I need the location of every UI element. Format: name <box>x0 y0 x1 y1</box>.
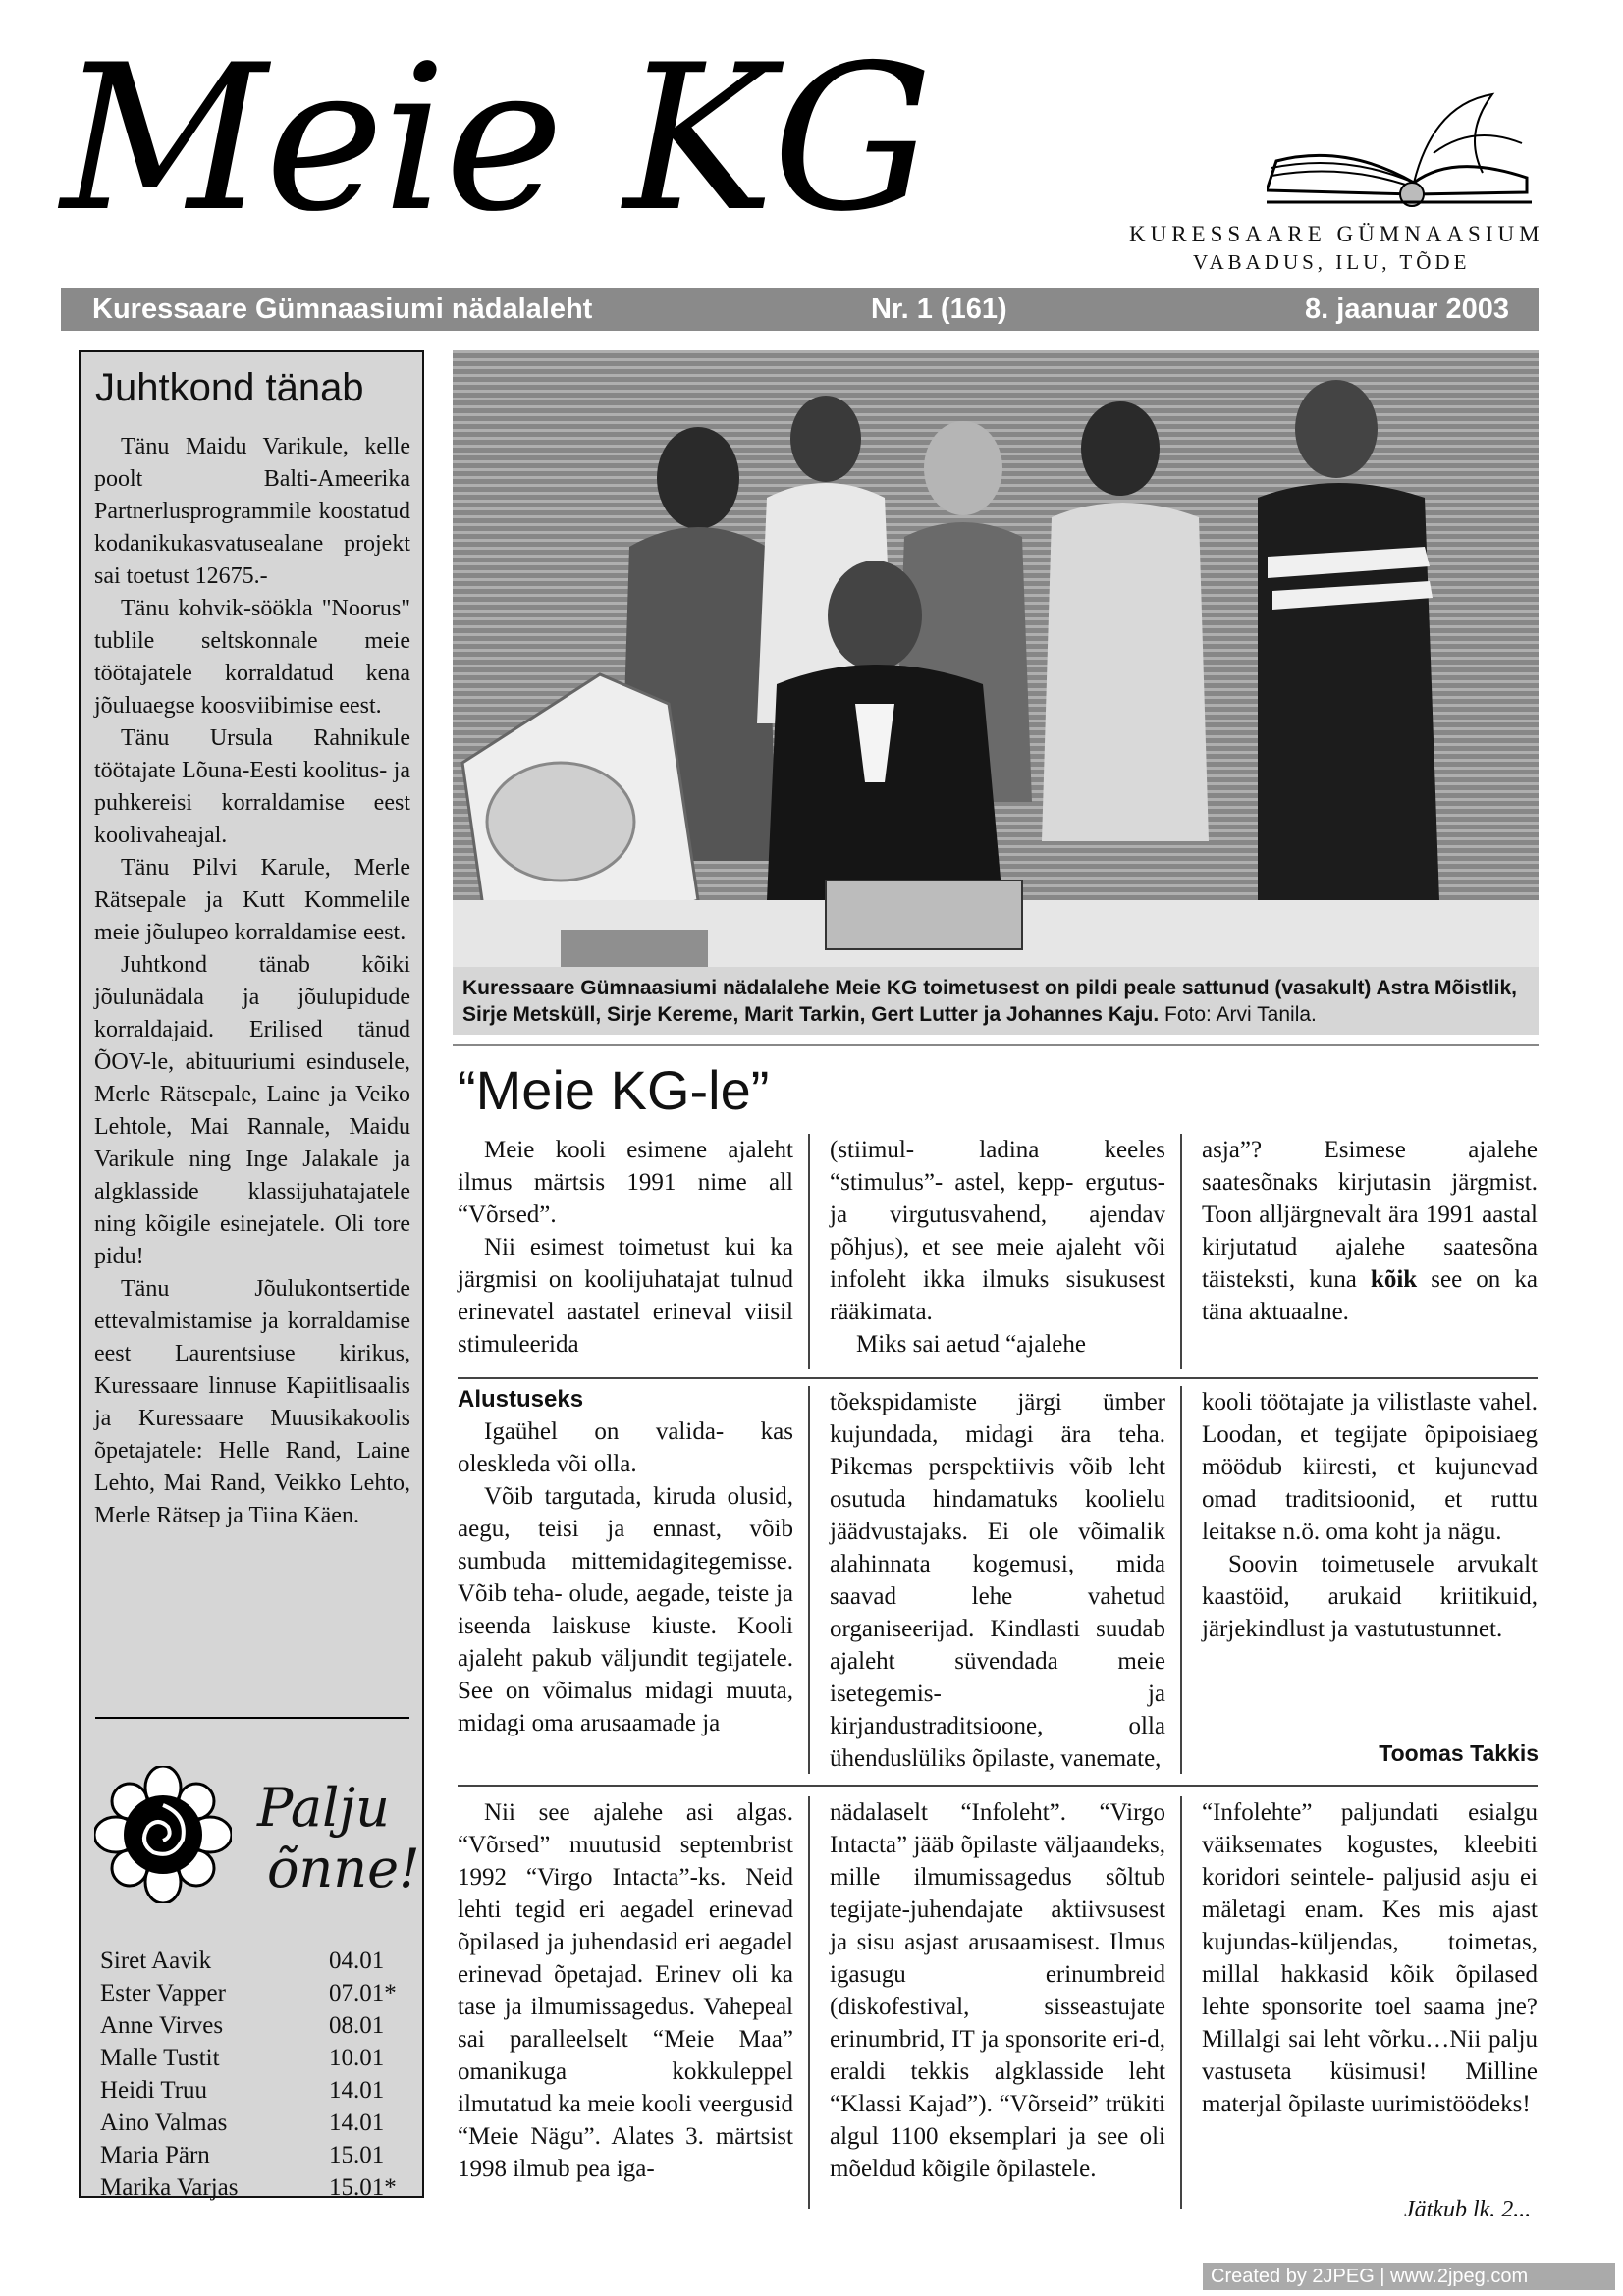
birthday-date: 10.01 <box>329 2045 385 2071</box>
thanks-paragraph: Juhtkond tänab kõiki jõulunädala ja jõulupidude korraldajaid. Erilised tänud ÕOV-le, abituuriumi esindusele, Merle Rätsepale, Laine ja Veiko Lehtole, Mai Rannale, Maidu Varikule ning Inge Jalakale ja algklasside klassijuhatajatele ning kõigile esinejatele. Oli tore pidu! <box>94 952 410 1269</box>
column-divider <box>1180 1386 1182 1774</box>
article-bottom-col3 <box>1202 1796 1538 2120</box>
article-paragraph: tõekspidamiste järgi ümber kujundada, midagi ära teha. Pikemas perspektiivis võib leht osutuda hindamatuks koolielu jäädvustajaks. Ei ole võimalik alahinnata kogemusi, mida saavad lehe vahetud organiseerijad. Kindlasti suudab ajaleht süvendada meie isetegemis- ja kirjandustraditsioone, olla ühenduslüliks õpilaste, vanemate, <box>830 1389 1165 1772</box>
column-divider <box>1180 1796 1182 2209</box>
birthday-date: 14.01 <box>329 2109 385 2136</box>
continued-note: Jätkub lk. 2... <box>1404 2197 1532 2222</box>
section-divider <box>458 1377 1538 1379</box>
birthday-date: 08.01 <box>329 2012 385 2039</box>
thanks-paragraph: Tänu kohvik-söökla "Noorus" tublile seltskonnale meie töötajatele korraldatud kena jõuluaegse koosviibimise eest. <box>94 596 410 719</box>
article-intro-col1 <box>458 1134 793 1361</box>
birthday-date: 15.01 <box>329 2142 385 2168</box>
birthday-heading <box>257 1778 420 1899</box>
paper-name: Kuressaare Gümnaasiumi nädalaleht <box>92 294 593 325</box>
article-intro-col2 <box>830 1134 1165 1361</box>
thanks-paragraph: Tänu Jõulukontsertide ettevalmistamise ja korraldamise eest Laurentsiuse kirikus, Kuressaare linnuse Kapiitlisaalis ja Kuressaare Muusikakoolis õpetajatele: Helle Rand, Laine Lehto, Mai Rand, Veikko Lehto, Merle Rätsep ja Tiina Käen. <box>94 1276 410 1528</box>
column-divider <box>808 1386 810 1774</box>
column-divider <box>808 1134 810 1369</box>
column-divider <box>808 1796 810 2209</box>
article-author: Toomas Takkis <box>1379 1740 1539 1766</box>
birthday-name: Anne Virves <box>100 2012 224 2039</box>
issue-date: 8. jaanuar 2003 <box>1305 294 1509 325</box>
watermark: Created by 2JPEG | www.2jpeg.com <box>1203 2263 1615 2290</box>
team-photo-image <box>453 350 1539 1035</box>
article-paragraph: Soovin toimetusele arvukalt kaastöid, arukaid kriitikuid, järjekindlust ja vastutustunnet. <box>1202 1551 1538 1642</box>
birthday-row <box>100 1977 412 2009</box>
birthday-heading-line2: õnne! <box>267 1838 420 1899</box>
team-photo <box>453 350 1539 1035</box>
birthday-row <box>100 2139 412 2171</box>
birthday-name: Ester Vapper <box>100 1980 226 2006</box>
article-bottom-col1 <box>458 1796 793 2185</box>
birthday-date: 15.01* <box>329 2174 397 2201</box>
photo-credit: Foto: Arvi Tanila. <box>1164 1003 1317 1026</box>
sidebar-box <box>79 350 424 2201</box>
rose-icon <box>94 1766 232 1903</box>
birthday-date: 04.01 <box>329 1948 385 1974</box>
birthday-date: 07.01* <box>329 1980 397 2006</box>
birthday-row <box>100 2171 412 2204</box>
article-mid-col3 <box>1202 1386 1538 1645</box>
sidebar-divider <box>95 1717 409 1719</box>
birthday-row <box>100 2074 412 2107</box>
article-paragraph: nädalaselt “Infoleht”. “Virgo Intacta” jääb õpilaste väljaandeks, mille ilmumissagedus sõltub tegijate-juhendajate aktiivsusest ja sisu asjast arusaamisest. Ilmus igasugu erinumbreid (diskofestival, sisseastujate erinumbrid, IT ja sponsorite eri-d, eraldi tekkis algklasside leht “Klassi Kajad”). “Võrseid” trükiti algul 1100 eksemplari ja see oli mõeldud kõigile õpilastele. <box>830 1799 1165 2182</box>
article-bold-word: kõik <box>1370 1266 1418 1293</box>
article-paragraph: Miks sai aetud “ajalehe <box>856 1331 1086 1358</box>
photo-caption <box>462 975 1533 1028</box>
article-paragraph: (stiimul- ladina keeles “stimulus”- astel, kepp- ergutus- ja virgutusvahend, ajendav põhjus), et see meie ajaleht või infoleht ikka ilmuks sisukusest rääkimata. <box>830 1137 1165 1325</box>
article-text: see on ka täna aktuaalne. <box>1202 1266 1538 1325</box>
article-paragraph: Nii see ajalehe asi algas. “Võrsed” muutusid septembrist 1992 “Virgo Intacta”-ks. Neid lehti tegid eri aegadel erinevad õpilased ja juhendasid eri aegadel erinevad õpetajad. Erinev oli ka tase ja ilmumissagedus. Vahepeal sai paralleelselt “Meie Maa” omanikuga kokkuleppel ilmutatud ka meie kooli veergusid “Meie Nägu”. Alates 3. märtsist 1998 ilmub pea iga- <box>458 1799 793 2182</box>
birthday-row <box>100 2009 412 2042</box>
birthday-row <box>100 2107 412 2139</box>
thanks-paragraph: Tänu Ursula Rahnikule töötajate Lõuna-Eesti koolitus- ja puhkereisi korraldamise eest koolivaheajal. <box>94 725 410 848</box>
article-paragraph: Meie kooli esimene ajaleht ilmus märtsis 1991 nime all “Võrsed”. <box>458 1137 793 1228</box>
article-subhead: Alustuseks <box>458 1386 584 1413</box>
birthday-row <box>100 1945 412 1977</box>
article-paragraph: Igaühel on valida- kas oleskleda või olla. <box>458 1418 793 1477</box>
birthday-name: Marika Varjas <box>100 2174 239 2201</box>
article-paragraph: Võib targutada, kiruda olusid, aegu, teisi ja ennast, võib sumbuda mittemidagitegemisse. Võib teha- olude, aegade, teiste ja iseenda laiskuse kiuste. Kooli ajaleht pakub väljundit tegijatele. See on võimalus midagi muuta, midagi oma arusaamade ja <box>458 1483 793 1736</box>
thanks-paragraph: Tänu Pilvi Karule, Merle Rätsepale ja Kutt Kommelile meie jõulupeo korraldamise eest. <box>94 855 410 945</box>
birthday-name: Siret Aavik <box>100 1948 212 1974</box>
birthday-date: 14.01 <box>329 2077 385 2104</box>
school-name: KURESSAARE GÜMNAASIUM <box>1129 222 1544 246</box>
section-divider <box>458 1785 1538 1787</box>
birthday-name: Maria Pärn <box>100 2142 210 2168</box>
article-bottom-col2 <box>830 1796 1165 2185</box>
thanks-paragraph: Tänu Maidu Varikule, kelle poolt Balti-Ameerika Partnerlusprogrammile koostatud kodanikukasvatusealane projekt sai toetust 12675.- <box>94 434 410 589</box>
article-mid-col1 <box>458 1415 793 1739</box>
birthday-name: Aino Valmas <box>100 2109 228 2136</box>
birthday-name: Heidi Truu <box>100 2077 208 2104</box>
sidebar-body <box>94 431 410 1532</box>
article-paragraph: “Infolehte” paljundati esialgu väiksemates kogustes, kleebiti koridori seintele- paljusid asju ei mäletagi enam. Kes mis ajast kujundas-küljendas, toimetas, millal hakkasid kõik õpilased lehte sponsorite toel saama jne? Millalgi sai leht võrku…Nii palju vastuseta küsimusi! Milline materjal õpilaste uurimistöödeks! <box>1202 1799 1538 2117</box>
article-headline: “Meie KG-le” <box>458 1059 770 1121</box>
masthead-title: Meie KG <box>61 23 932 256</box>
sidebar-title: Juhtkond tänab <box>95 366 364 409</box>
article-paragraph <box>1202 1134 1538 1328</box>
photo-caption-text: Kuressaare Gümnaasiumi nädalalehe Meie KG toimetusest on pildi peale sattunud (vasakult) Astra Mõistlik, Sirje Metsküll, Sirje Kereme, Marit Tarkin, Gert Lutter ja Johannes Kaju. <box>462 977 1518 1026</box>
info-bar <box>61 288 1539 331</box>
issue-number: Nr. 1 (161) <box>871 294 1007 325</box>
article-mid-col2 <box>830 1386 1165 1775</box>
photo-caption-box <box>453 967 1539 1035</box>
article-paragraph: Nii esimest toimetust kui ka järgmisi on koolijuhatajat tulnud erinevatel aastatel erineval viisil stimuleerida <box>458 1234 793 1358</box>
open-book-logo <box>1267 84 1532 212</box>
school-motto: VABADUS, ILU, TÕDE <box>1193 250 1471 274</box>
article-intro-col3 <box>1202 1134 1538 1328</box>
article-paragraph: kooli töötajate ja vilistlaste vahel. Loodan, et tegijate õpipoisiaeg möödub kiiresti, et kujunevad omad traditsioonid, et ruttu leitakse n.ö. oma koht ja nägu. <box>1202 1389 1538 1545</box>
birthday-row <box>100 2042 412 2074</box>
birthday-list <box>100 1945 412 2204</box>
birthday-name: Malle Tustit <box>100 2045 220 2071</box>
birthday-heading-line1: Palju <box>257 1777 390 1839</box>
article-text: asja”? Esimese ajalehe saatesõnaks kirjutasin järgmist. Toon alljärgnevalt ära 1991 aastal kirjutatud ajalehe saatesõna täisteksti, kuna <box>1202 1137 1538 1293</box>
caption-divider <box>453 1044 1539 1046</box>
column-divider <box>1180 1134 1182 1369</box>
